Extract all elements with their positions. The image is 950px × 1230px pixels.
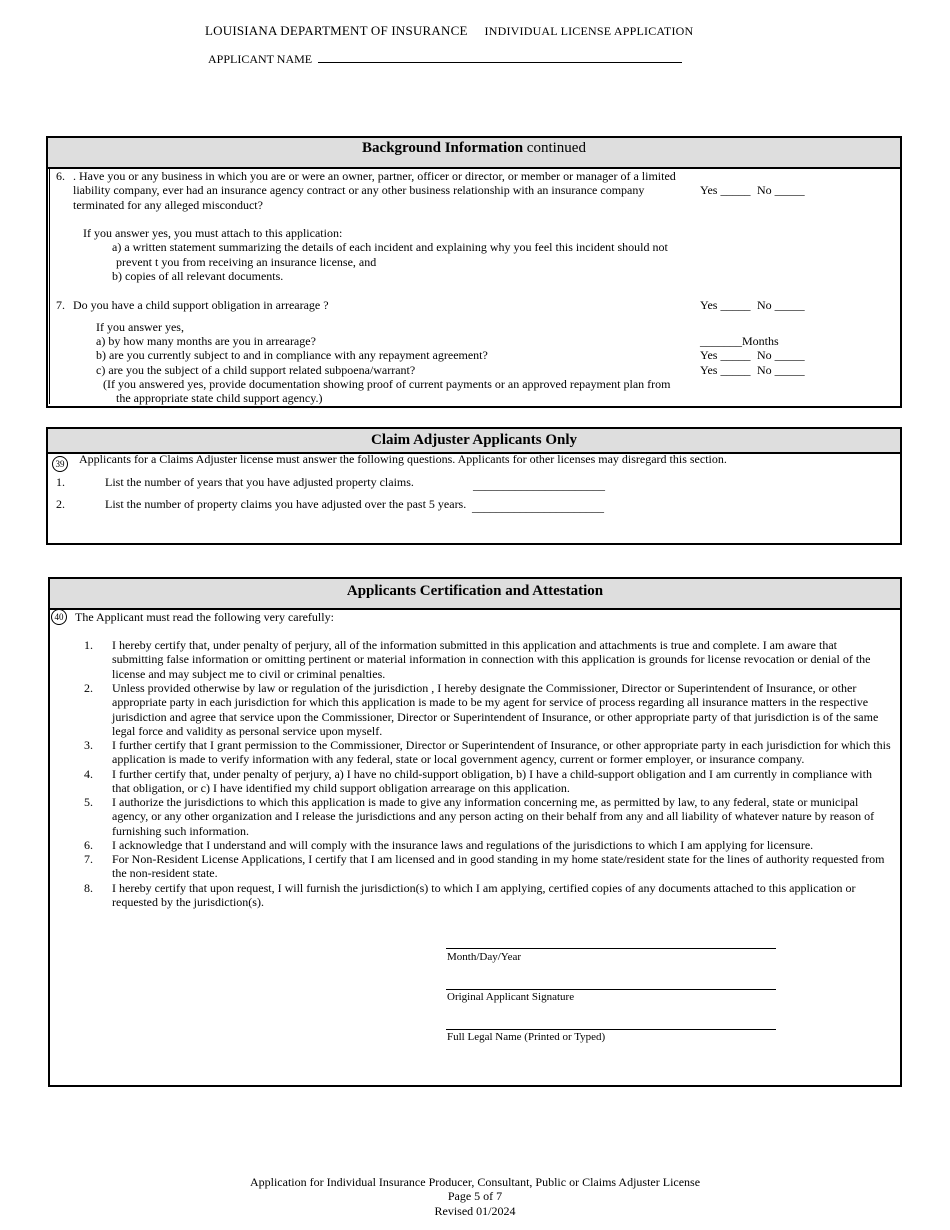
cert-item-text-line: agency, or any other organization and I release the jurisdictions and any person acting on their behalf from any and all liability of whatever nature by reason of bbox=[112, 809, 875, 824]
bg-right-rule bbox=[900, 226, 901, 298]
date-label: Month/Day/Year bbox=[447, 951, 522, 963]
q6-attach-note: If you answer yes, you must attach to this application: bbox=[83, 226, 343, 240]
background-title-bold: Background Information bbox=[362, 140, 524, 156]
cert-item-number: 1. bbox=[84, 638, 93, 652]
legal-name-label: Full Legal Name (Printed or Typed) bbox=[447, 1031, 606, 1043]
q6-attach-a-1: a) a written statement summarizing the details of each incident and explaining why you feel this incident should not bbox=[112, 240, 668, 254]
q7-number: 7. bbox=[56, 298, 65, 312]
dept-name: LOUISIANA DEPARTMENT OF INSURANCE bbox=[205, 23, 468, 38]
cert-item-number: 6. bbox=[84, 838, 93, 852]
q6-attach-a-2: prevent t you from receiving an insurance license, and bbox=[116, 255, 377, 269]
claim-q1-number: 1. bbox=[56, 475, 65, 489]
cert-item-text-line: appropriate party in each jurisdiction for which this application is made to be my agent for service of process regarding all insurance matters in the respective bbox=[112, 695, 869, 710]
cert-item-text-line: jurisdiction and agree that service upon the Commissioner, Director or Superintendent of Insurance, or other appropriate party of that jurisdiction is of the same bbox=[112, 709, 879, 724]
claim-q2-number: 2. bbox=[56, 497, 65, 511]
applicant-name-label: APPLICANT NAME bbox=[208, 52, 313, 66]
claim-intro: Applicants for a Claims Adjuster license must answer the following questions. Applicants for other licenses may disregard this section. bbox=[79, 452, 727, 466]
cert-item-text-line: I hereby certify that upon request, I will furnish the jurisdiction(s) to which I am applying, certified copies of any documents attached to this application or bbox=[112, 881, 856, 895]
applicant-name-field[interactable] bbox=[318, 50, 682, 63]
cert-item-text-line: that obligation, or c) I have identified my child support obligation arrearage on this application. bbox=[112, 781, 570, 796]
q7-a: a) by how many months are you in arrearage? bbox=[96, 334, 316, 348]
claim-q1-text: List the number of years that you have adjusted property claims. bbox=[105, 475, 414, 489]
cert-item-text-line: I further certify that I grant permission to the Commissioner, Director or Superintendent of Insurance, or other appropriate party in each jurisdiction for which this bbox=[112, 738, 891, 752]
signature-label: Original Applicant Signature bbox=[447, 991, 575, 1003]
application-title: INDIVIDUAL LICENSE APPLICATION bbox=[484, 24, 694, 38]
certification-title: Applicants Certification and Attestation bbox=[50, 579, 900, 610]
q7-b-yes[interactable]: Yes _____ bbox=[700, 348, 751, 362]
q6-number: 6. bbox=[56, 169, 65, 183]
footer-title: Application for Individual Insurance Producer, Consultant, Public or Claims Adjuster License bbox=[249, 1175, 701, 1189]
claim-right-rule bbox=[900, 470, 901, 518]
background-info-title bbox=[48, 138, 900, 169]
q7-no[interactable]: No _____ bbox=[757, 298, 805, 312]
q7-c: c) are you the subject of a child support related subpoena/warrant? bbox=[96, 363, 416, 377]
q7-if-yes: If you answer yes, bbox=[96, 320, 184, 334]
cert-item-text-line: furnishing such information. bbox=[112, 823, 249, 838]
footer-page-number: Page 5 of 7 bbox=[447, 1189, 503, 1203]
cert-item-text-line: For Non-Resident License Applications, I certify that I am licensed and in good standing in my home state/resident state for the lines of authority requested from bbox=[112, 852, 885, 866]
applicant-name-row bbox=[208, 50, 682, 67]
cert-intro: The Applicant must read the following very carefully: bbox=[75, 610, 334, 624]
cert-item-text-line: license and may subject me to civil or criminal penalties. bbox=[112, 666, 386, 681]
q7-c-no[interactable]: No _____ bbox=[757, 363, 805, 377]
cert-item-text-line: submitting false information or omitting pertinent or material information in connection with this application is grounds for license revocation or denial of the bbox=[112, 652, 871, 667]
cert-item-text-line: I authorize the jurisdictions to which this application is made to give any information concerning me, as permitted by law, to any federal, state or municipal bbox=[112, 795, 859, 809]
q6-yes[interactable]: Yes _____ bbox=[700, 183, 751, 197]
bg-left-rule bbox=[49, 168, 50, 404]
cert-item-number: 4. bbox=[84, 767, 93, 781]
cert-item-number-40: 40 bbox=[51, 609, 67, 625]
q6-no[interactable]: No _____ bbox=[757, 183, 805, 197]
document-header bbox=[205, 23, 693, 39]
q7-text: Do you have a child support obligation in arrearage ? bbox=[73, 298, 329, 312]
q7-yes[interactable]: Yes _____ bbox=[700, 298, 751, 312]
q6-line-1: . Have you or any business in which you are or were an owner, partner, officer or director, or member or manager of a limited bbox=[73, 169, 676, 183]
cert-item-number: 5. bbox=[84, 795, 93, 809]
claim-item-number-39: 39 bbox=[52, 456, 68, 472]
cert-item-text-line: I further certify that, under penalty of perjury, a) I have no child-support obligation, b) I have a child-support obligation and I am currently in compliance with bbox=[112, 767, 872, 781]
cert-item-number: 3. bbox=[84, 738, 93, 752]
q7-b: b) are you currently subject to and in compliance with any repayment agreement? bbox=[96, 348, 488, 362]
cert-item-text-line: the non-resident state. bbox=[112, 866, 218, 881]
cert-item-number: 8. bbox=[84, 881, 93, 895]
cert-item-text-line: Unless provided otherwise by law or regulation of the jurisdiction , I hereby designate the Commissioner, Director or Superintendent of Insurance, or other bbox=[112, 681, 857, 695]
cert-item-text-line: I hereby certify that, under penalty of perjury, all of the information submitted in this application and attachments is true and complete. I am aware that bbox=[112, 638, 837, 652]
q6-attach-b: b) copies of all relevant documents. bbox=[112, 269, 284, 283]
claim-q2-text: List the number of property claims you have adjusted over the past 5 years. bbox=[105, 497, 467, 511]
q7-note-1: (If you answered yes, provide documentation showing proof of current payments or an approved repayment plan from bbox=[103, 377, 671, 391]
date-signature-line[interactable] bbox=[446, 948, 776, 949]
q7-note-2: the appropriate state child support agency.) bbox=[116, 391, 323, 405]
q7-a-months[interactable]: _______Months bbox=[700, 334, 779, 348]
q6-line-3: terminated for any alleged misconduct? bbox=[73, 198, 263, 212]
background-title-rest: continued bbox=[523, 140, 586, 156]
claim-adjuster-title: Claim Adjuster Applicants Only bbox=[48, 429, 900, 454]
cert-item-text-line: legal force and validity as personal service upon myself. bbox=[112, 724, 383, 739]
cert-item-text-line: application is made to verify information with any federal, state or local government agency, current or former employer, or insurance company. bbox=[112, 752, 805, 767]
q6-line-2: liability company, ever had an insurance agency contract or any other business relationship with an insurance company bbox=[73, 183, 645, 197]
cert-item-number: 7. bbox=[84, 852, 93, 866]
footer-revision: Revised 01/2024 bbox=[434, 1204, 516, 1218]
cert-item-text-line: I acknowledge that I understand and will comply with the insurance laws and regulations of the jurisdictions to which I am applying for licensure. bbox=[112, 838, 814, 852]
cert-item-number: 2. bbox=[84, 681, 93, 695]
claim-q1-answer-field[interactable]: ______________________ bbox=[473, 478, 605, 492]
q7-b-no[interactable]: No _____ bbox=[757, 348, 805, 362]
cert-item-text-line: requested by the jurisdiction(s). bbox=[112, 895, 264, 910]
q7-c-yes[interactable]: Yes _____ bbox=[700, 363, 751, 377]
claim-q2-answer-field[interactable]: ______________________ bbox=[472, 500, 604, 514]
